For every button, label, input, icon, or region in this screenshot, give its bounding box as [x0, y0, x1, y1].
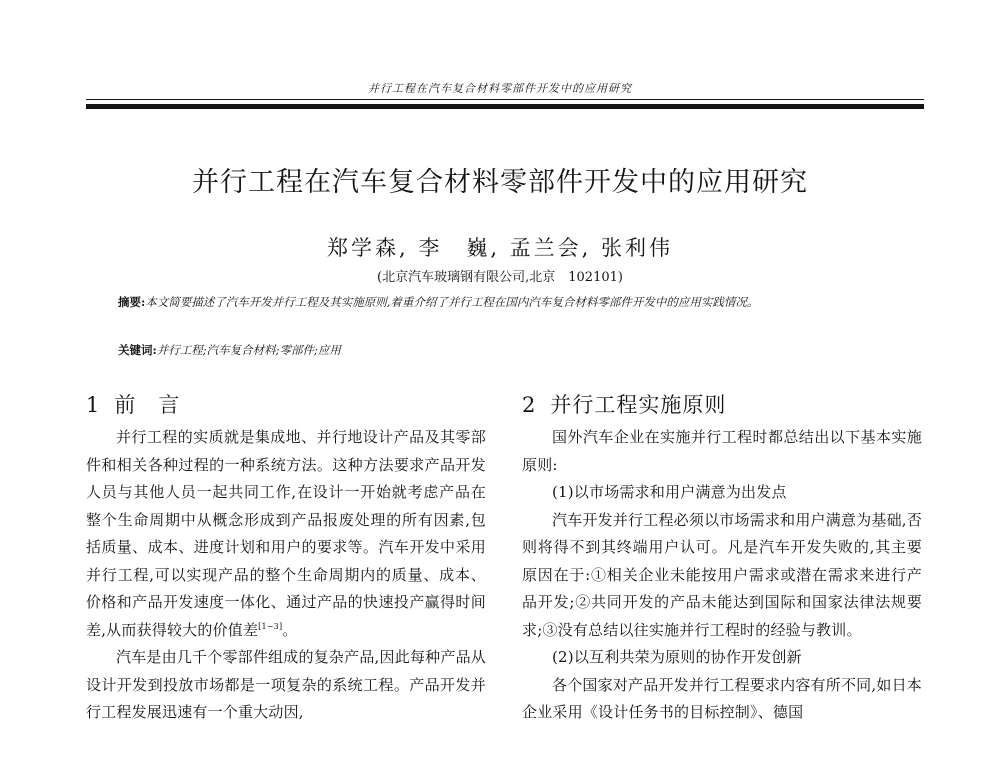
- section-2-item-2: (2)以互利共荣为原则的协作开发创新: [552, 648, 802, 666]
- section-2-paragraph-1: 国外汽车企业在实施并行工程时都总结出以下基本实施原则:: [522, 428, 922, 474]
- header-rule-thin: [86, 99, 924, 100]
- abstract-text: 本文简要描述了汽车开发并行工程及其实施原则,着重介绍了并行工程在国内汽车复合材料零部件开发中的应用实践情况。: [145, 295, 759, 309]
- right-column: [522, 392, 922, 727]
- keywords-label: 关键词:: [118, 343, 157, 357]
- left-column: [86, 392, 486, 727]
- section-1-title: 前 言: [114, 393, 181, 417]
- abstract: [86, 290, 924, 314]
- section-1-p1-text: 并行工程的实质就是集成地、并行地设计产品及其零部件和相关各种过程的一种系统方法。这种方法要求产品开发人员与其他人员一起共同工作,在设计一开始就考虑产品在整个生命周期中从概念形成到产品报废处理的所有因素,包括质量、成本、进度计划和用户的要求等。汽车开发中采用并行工程,可以实现产品的整个生命周期内的质量、成本、价格和产品开发速度一体化、通过产品的快速投产赢得时间差,从而获得较大的价值差: [86, 428, 486, 639]
- article-title: 并行工程在汽车复合材料零部件开发中的应用研究: [192, 167, 808, 198]
- affiliation: (北京汽车玻璃钢有限公司,北京 102101): [377, 270, 623, 285]
- section-2-item-1: (1)以市场需求和用户满意为出发点: [552, 483, 787, 501]
- section-2-title: 并行工程实施原则: [550, 393, 727, 417]
- section-2-paragraph-3: 各个国家对产品开发并行工程要求内容有所不同,如日本企业采用《设计任务书的目标控制》、德国: [522, 675, 922, 721]
- authors: 郑学森, 李 巍, 孟兰会, 张利伟: [326, 236, 674, 260]
- section-1-paragraph-1: [86, 424, 486, 644]
- section-1-number: 1: [86, 393, 101, 417]
- section-2-number: 2: [522, 393, 537, 417]
- citation-ref: [1~3]: [258, 621, 283, 631]
- section-2-paragraph-2: 汽车开发并行工程必须以市场需求和用户满意为基础,否则将得不到其终端用户认可。凡是汽车开发失败的,其主要原因在于:①相关企业未能按用户需求或潜在需求来进行产品开发;②共同开发的产品未能达到国际和国家法律法规要求;③没有总结以往实施并行工程时的经验与教训。: [522, 510, 922, 639]
- keywords-text: 并行工程;汽车复合材料;零部件;应用: [156, 343, 341, 357]
- section-1-p1-end: 。: [282, 620, 298, 639]
- section-2-heading: [522, 392, 922, 418]
- section-1-heading: [86, 392, 486, 418]
- section-1-paragraph-2: 汽车是由几千个零部件组成的复杂产品,因此每种产品从设计开发到投放市场都是一项复杂的系统工程。产品开发并行工程发展迅速有一个重大动因,: [86, 648, 486, 721]
- header-rule-thick: [86, 104, 924, 109]
- running-head: 并行工程在汽车复合材料零部件开发中的应用研究: [368, 82, 632, 95]
- abstract-label: 摘要:: [118, 295, 146, 309]
- keywords: [86, 342, 924, 358]
